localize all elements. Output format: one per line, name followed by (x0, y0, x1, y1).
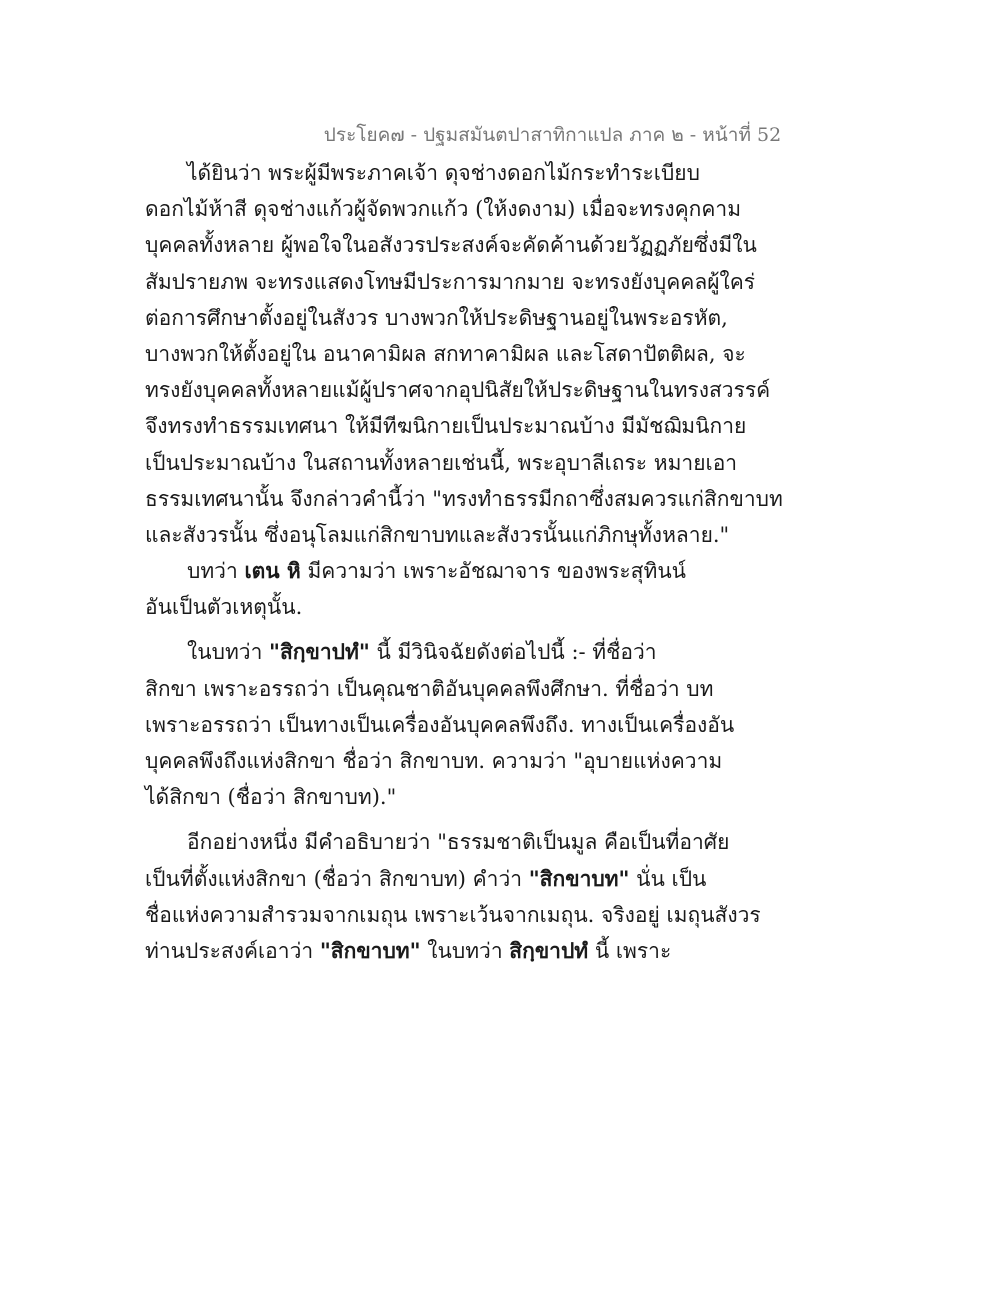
text-line: บุคคลพึงถึงแห่งสิกขา ชื่อว่า สิกขาบท. ความว่า "อุบายแห่งความ (145, 749, 723, 773)
text-line: บุคคลทั้งหลาย ผู้พอใจในอสังวรประสงค์จะคัดค้านด้วยวัฏฏภัยซึ่งมีใน (145, 233, 757, 258)
running-header: ประโยค๗ - ปฐมสมันตปาสาทิกาแปล ภาค ๒ - หน้าที่ 52 (323, 124, 782, 146)
text-line: ต่อการศึกษาตั้งอยู่ในสังวร บางพวกให้ประดิษฐานอยู่ในพระอรหัต, (145, 305, 728, 330)
text-run: เป็นที่ตั้งแห่งสิกขา (ชื่อว่า สิกขาบท) คำว่า (145, 866, 529, 891)
text-line: สิกขา เพราะอรรถว่า เป็นคุณชาติอันบุคคลพึงศึกษา. ที่ชื่อว่า บท (145, 676, 714, 701)
bold-term: "สิกขาบท" (319, 937, 421, 963)
text-line (145, 861, 745, 897)
paragraph (145, 824, 761, 969)
text-run: นี้ เพราะ (588, 938, 672, 963)
text-line: ทรงยังบุคคลทั้งหลายแม้ผู้ปราศจากอุปนิสัยให้ประดิษฐานในทรงสวรรค์ (145, 378, 771, 403)
text-run: นั่น เป็น (629, 866, 707, 891)
text-line (145, 933, 745, 969)
text-run: บทว่า (187, 559, 245, 584)
paragraph (145, 155, 783, 553)
text-line (145, 553, 745, 589)
text-line: อันเป็นตัวเหตุนั้น. (145, 595, 303, 620)
text-line: เพราะอรรถว่า เป็นทางเป็นเครื่องอันบุคคลพึงถึง. ทางเป็นเครื่องอัน (145, 712, 735, 737)
text-line: อีกอย่างหนึ่ง มีคำอธิบายว่า "ธรรมชาติเป็นมูล คือเป็นที่อาศัย (187, 830, 730, 855)
paragraph (145, 634, 745, 815)
paragraph-gap (145, 625, 745, 634)
text-line: สัมปรายภพ จะทรงแสดงโทษมีประการมากมาย จะทรงยังบุคคลผู้ใคร่ (145, 269, 756, 294)
text-run: มีความว่า เพราะอัชฌาจาร ของพระสุทินน์ (300, 559, 687, 584)
text-line: ได้ยินว่า พระผู้มีพระภาคเจ้า ดุจช่างดอกไม้กระทำระเบียบ (187, 161, 700, 185)
text-line: จึงทรงทำธรรมเทศนา ให้มีทีฆนิกายเป็นประมาณบ้าง มีมัชฌิมนิกาย (145, 414, 747, 439)
bold-term: เตน หิ (244, 558, 301, 584)
text-line: และสังวรนั้น ซึ่งอนุโลมแก่สิกขาบทและสังวรนั้นแก่ภิกษุทั้งหลาย." (145, 522, 730, 547)
text-run: นี้ มีวินิจฉัยดังต่อไปนี้ :- ที่ชื่อว่า (369, 640, 657, 665)
bold-term: สิกฺขาปทํ (509, 937, 589, 963)
paragraph-gap (145, 815, 745, 824)
text-line: ได้สิกขา (ชื่อว่า สิกขาบท)." (145, 785, 397, 810)
text-line: บางพวกให้ตั้งอยู่ใน อนาคามิผล สกทาคามิผล และโสดาปัตติผล, จะ (145, 341, 746, 366)
text-run: ในบทว่า (187, 640, 270, 665)
text-line (145, 634, 745, 670)
document-body (145, 155, 783, 969)
text-line: ดอกไม้ห้าสี ดุจช่างแก้วผู้จัดพวกแก้ว (ให้งดงาม) เมื่อจะทรงคุกคาม (145, 197, 742, 222)
bold-term: "สิกฺขาปทํ" (269, 639, 370, 665)
bold-term: "สิกขาบท" (528, 865, 630, 891)
text-line: ธรรมเทศนานั้น จึงกล่าวคำนี้ว่า "ทรงทำธรรมีกถาซึ่งสมควรแก่สิกขาบท (145, 486, 783, 511)
text-run: ท่านประสงค์เอาว่า (145, 938, 320, 963)
text-line: เป็นประมาณบ้าง ในสถานทั้งหลายเช่นนี้, พระอุบาลีเถระ หมายเอา (145, 450, 738, 475)
text-line: ชื่อแห่งความสำรวมจากเมถุน เพราะเว้นจากเมถุน. จริงอยู่ เมถุนสังวร (145, 902, 761, 927)
paragraph (145, 553, 745, 625)
text-run: ในบทว่า (420, 938, 510, 963)
page-header (0, 120, 1000, 150)
